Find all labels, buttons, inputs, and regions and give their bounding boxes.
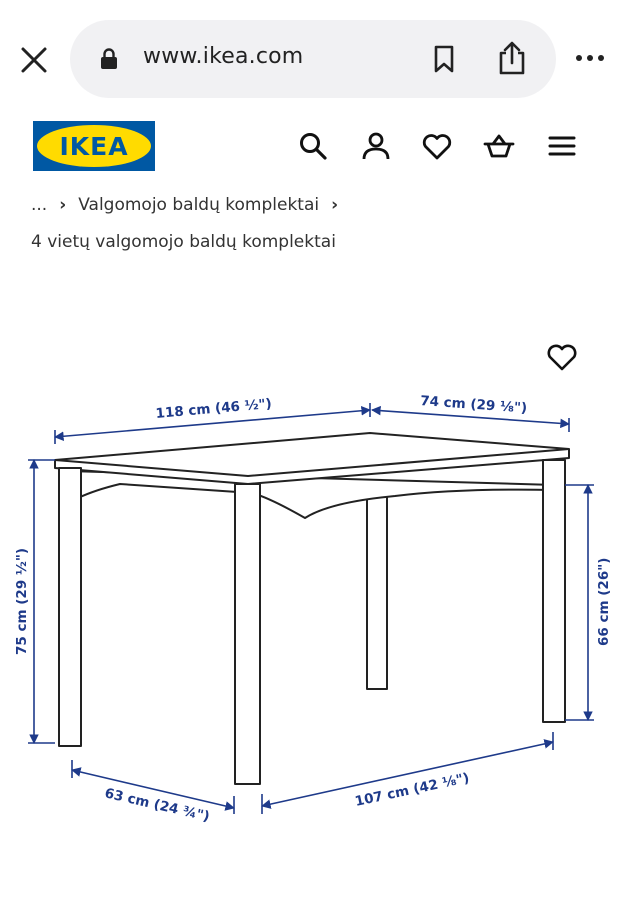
chevron-right-icon: › (331, 195, 339, 215)
bookmark-icon[interactable] (433, 45, 455, 73)
dimension-height: 75 cm (29 ½") (14, 547, 30, 655)
breadcrumb (31, 195, 350, 217)
dimension-leg-height: 66 cm (26") (596, 557, 612, 646)
dimension-leg-depth: 63 cm (24 ¾") (103, 785, 212, 825)
chevron-right-icon: › (59, 195, 67, 215)
breadcrumb-item[interactable]: Valgomojo baldų komplektai (78, 195, 320, 215)
user-icon[interactable] (360, 130, 392, 162)
breadcrumb-ellipsis[interactable]: ... (31, 195, 48, 215)
dimension-leg-width: 107 cm (42 ⅛") (353, 770, 471, 810)
favorite-heart-icon[interactable] (546, 342, 578, 372)
basket-icon[interactable] (483, 130, 515, 162)
share-icon[interactable] (497, 40, 527, 76)
url-text[interactable]: www.ikea.com (143, 44, 304, 69)
svg-text:IKEA: IKEA (59, 132, 129, 161)
lock-icon (100, 48, 118, 70)
ikea-logo[interactable] (33, 121, 155, 171)
search-icon[interactable] (297, 130, 329, 162)
product-dimension-diagram (0, 380, 624, 850)
more-icon[interactable] (574, 52, 606, 64)
close-icon[interactable] (18, 44, 50, 76)
table-drawing (55, 433, 569, 784)
page-title: 4 vietų valgomojo baldų komplektai (31, 232, 336, 252)
dimension-depth-top: 74 cm (29 ⅛") (419, 393, 528, 417)
heart-icon[interactable] (421, 130, 453, 162)
dimension-width: 118 cm (46 ½") (154, 395, 273, 422)
menu-icon[interactable] (546, 130, 578, 162)
